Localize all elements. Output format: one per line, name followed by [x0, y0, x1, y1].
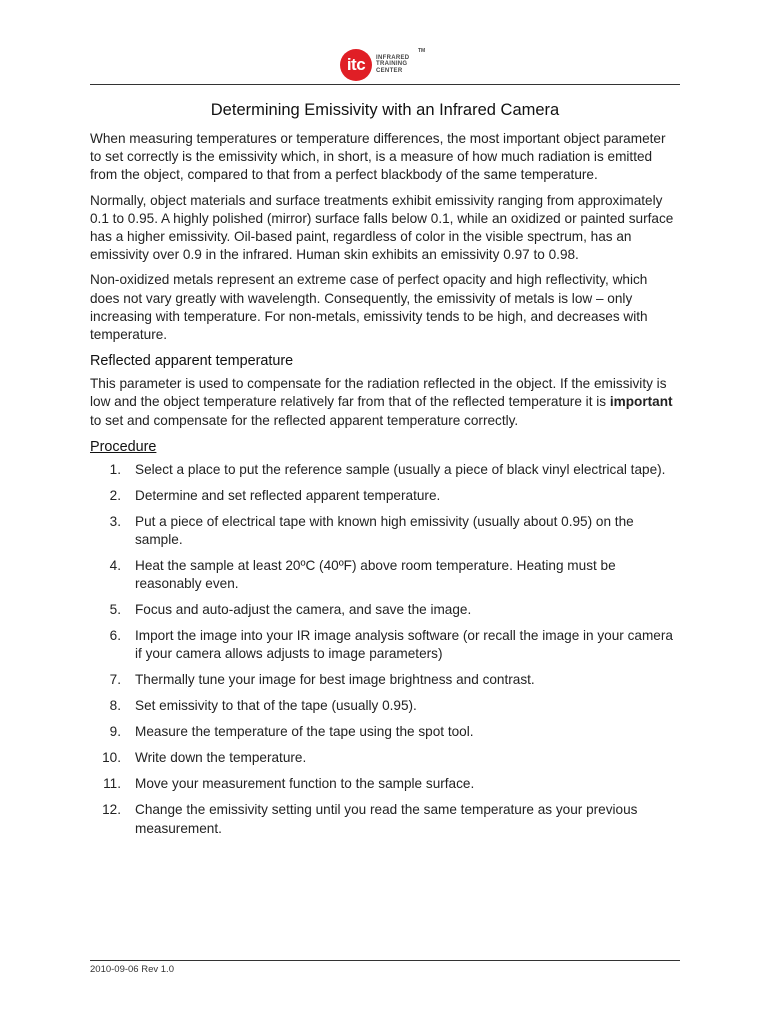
- procedure-step: [90, 461, 680, 479]
- footer-revision: 2010-09-06 Rev 1.0: [90, 964, 174, 975]
- itc-logo: [340, 48, 435, 84]
- trademark: TM: [418, 48, 426, 54]
- step-number: 7.: [109, 672, 121, 688]
- procedure-step: [90, 749, 680, 767]
- procedure-step: [90, 697, 680, 715]
- intro-paragraph: When measuring temperatures or temperature differences, the most important object parameter to set correctly is the emissivity which, in short, is a measure of how much radiation is emitted from the object, compared to that from a perfect blackbody of the same temperature.: [90, 131, 666, 183]
- step-text: Heat the sample at least 20ºC (40ºF) above room temperature. Heating must be reasonably even.: [135, 558, 616, 592]
- step-text: Determine and set reflected apparent temperature.: [135, 487, 441, 503]
- logo-mark: itc: [340, 49, 372, 81]
- metals-paragraph: Non-oxidized metals represent an extreme case of perfect opacity and high reflectivity, which does not vary greatly with wavelength. Consequently, the emissivity of metals is low – only increasing with temperature. For non-metals, emissivity tends to be high, and decreases with temperature.: [90, 272, 648, 343]
- materials-paragraph: Normally, object materials and surface treatments exhibit emissivity ranging from approximately 0.1 to 0.95. A highly polished (mirror) surface falls below 0.1, while an oxidized or painted surface has a higher emissivity. Oil-based paint, regardless of color in the visible spectrum, has an emissivity over 0.9 in the infrared. Human skin exhibits an emissivity 0.97 to 0.98.: [90, 192, 674, 263]
- reflected-heading: Reflected apparent temperature: [90, 353, 294, 370]
- step-text: Select a place to put the reference sample (usually a piece of black vinyl electrical tape).: [135, 461, 666, 477]
- procedure-step: [90, 671, 680, 689]
- procedure-step: [90, 775, 680, 793]
- step-number: 9.: [109, 724, 121, 740]
- step-text: Measure the temperature of the tape using the spot tool.: [135, 724, 474, 740]
- procedure-step: [90, 557, 680, 593]
- step-text: Change the emissivity setting until you read the same temperature as your previous measurement.: [135, 802, 638, 836]
- step-text: Set emissivity to that of the tape (usually 0.95).: [135, 698, 417, 714]
- step-text: Write down the temperature.: [135, 750, 307, 766]
- step-text: Focus and auto-adjust the camera, and save the image.: [135, 602, 472, 618]
- step-number: 5.: [109, 602, 121, 618]
- procedure-step: [90, 487, 680, 505]
- page-title: Determining Emissivity with an Infrared Camera: [210, 101, 560, 119]
- procedure-step: [90, 513, 680, 549]
- procedure-step: [90, 723, 680, 741]
- footer-divider: [90, 960, 680, 961]
- procedure-list: [90, 461, 680, 838]
- procedure-heading: Procedure: [90, 438, 157, 455]
- step-number: 4.: [109, 558, 121, 574]
- step-number: 3.: [109, 513, 121, 529]
- step-text: Put a piece of electrical tape with known high emissivity (usually about 0.95) on the sample.: [135, 513, 634, 548]
- procedure-step: [90, 801, 680, 837]
- important-emphasis: important: [609, 394, 673, 410]
- reflected-paragraph: This parameter is used to compensate for the radiation reflected in the object. If the emissivity is low and the object temperature relatively far from that of the reflected temperature it is important to set and compensate for the reflected apparent temperature correctly.: [90, 376, 673, 428]
- step-number: 12.: [102, 802, 121, 818]
- procedure-step: [90, 627, 680, 663]
- step-text: Import the image into your IR image analysis software (or recall the image in your camera if your camera allows adjusts to image parameters): [135, 628, 673, 662]
- step-text: Move your measurement function to the sample surface.: [135, 776, 475, 792]
- step-number: 6.: [109, 628, 121, 644]
- header-divider: [90, 84, 680, 85]
- step-text: Thermally tune your image for best image brightness and contrast.: [135, 672, 535, 688]
- procedure-step: [90, 601, 680, 619]
- step-number: 10.: [102, 750, 121, 766]
- document-body: [90, 130, 680, 846]
- step-number: 11.: [103, 776, 121, 792]
- step-number: 1.: [109, 461, 121, 477]
- step-number: 8.: [109, 698, 121, 714]
- step-number: 2.: [109, 487, 121, 503]
- logo-wordmark: INFRARED TRAINING CENTER: [376, 55, 410, 74]
